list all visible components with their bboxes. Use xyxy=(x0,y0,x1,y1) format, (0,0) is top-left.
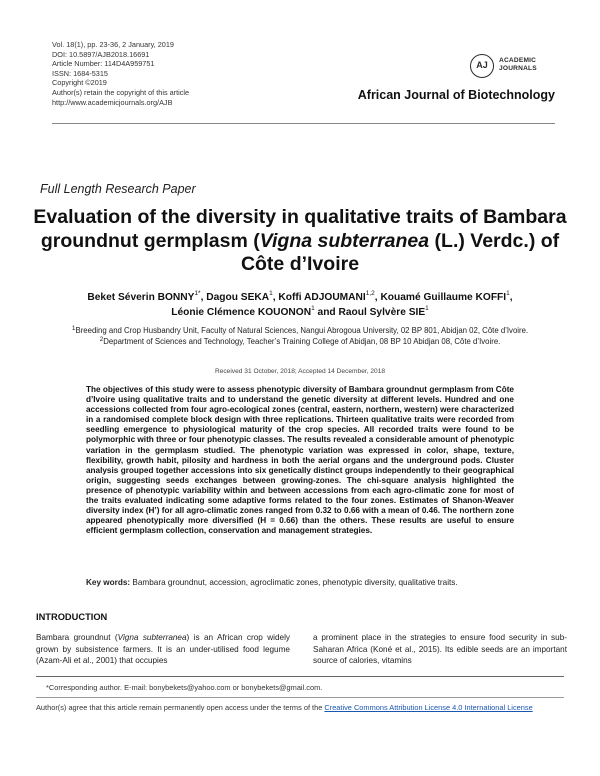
footnote-divider xyxy=(36,676,564,677)
academic-journals-logo xyxy=(470,54,550,82)
meta-copyright: Copyright ©2019 xyxy=(52,78,107,88)
author-separator: and xyxy=(314,306,339,318)
license-note xyxy=(36,703,566,713)
author-name: Kouamé Guillaume KOFFI xyxy=(380,292,507,303)
logo-line-2: JOURNALS xyxy=(499,65,537,72)
affiliation-text: Department of Sciences and Technology, Teacher’s Training College of Abidjan, 08 BP 10 Abidjan 08, Côte d’Ivoire. xyxy=(103,336,501,346)
meta-copyright-note: Author(s) retain the copyright of this article xyxy=(52,87,190,97)
author-affiliation-mark: 1,2 xyxy=(365,290,375,297)
affiliation-mark: 1 xyxy=(71,325,76,332)
col1-text-b: ) is an African crop widely grown by subsistence farmers. It is an under-utilised food legume (Azam-Ali et al., 2001) that occupies xyxy=(36,633,290,665)
meta-url[interactable]: http://www.academicjournals.org/AJB xyxy=(52,97,173,107)
col1-species: Vigna subterranea xyxy=(117,633,187,642)
title-text-2: (L.) Verdc.) of Côte d’Ivoire xyxy=(240,229,560,275)
license-text: Author(s) agree that this article remain permanently open access under the terms of the xyxy=(36,703,325,712)
logo-text xyxy=(499,57,537,73)
author-separator: , xyxy=(200,292,207,303)
license-divider xyxy=(36,697,564,698)
author-name: Beket Séverin BONNY xyxy=(87,292,195,303)
body-column-left xyxy=(36,632,290,667)
keywords-label: Key words: xyxy=(86,578,131,587)
author-separator: , xyxy=(509,292,513,303)
logo-line-1: ACADEMIC xyxy=(499,57,537,64)
affiliation-2 xyxy=(40,337,560,348)
keywords xyxy=(86,578,526,588)
author-name: Raoul Sylvère SIE xyxy=(338,306,426,318)
journal-name: African Journal of Biotechnology xyxy=(357,88,555,102)
aj-logo-icon: AJ xyxy=(470,54,494,78)
paper-type: Full Length Research Paper xyxy=(40,182,196,196)
author-list xyxy=(36,291,564,320)
body-column-right: a prominent place in the strategies to ensure food security in sub-Saharan Africa (Koné et al., 2015). Its edible seeds are an important source of calories, vitamins xyxy=(313,633,567,665)
received-dates: Received 31 October, 2018; Accepted 14 December, 2018 xyxy=(214,368,386,375)
title-species: Vigna subterranea xyxy=(259,229,430,252)
meta-issn: ISSN: 1684-5315 xyxy=(52,68,108,78)
author-affiliation-mark: 1 xyxy=(311,304,315,312)
introduction-heading: INTRODUCTION xyxy=(36,612,108,622)
meta-volume: Vol. 18(1), pp. 23-36, 2 January, 2019 xyxy=(52,40,174,49)
keywords-text: Bambara groundnut, accession, agroclimatic zones, phenotypic diversity, qualitative traits. xyxy=(132,578,458,587)
affiliations xyxy=(40,326,560,348)
meta-doi: DOI: 10.5897/AJB2018.16691 xyxy=(52,49,150,59)
header-divider xyxy=(52,123,555,124)
article-metadata xyxy=(52,40,189,107)
author-affiliation-mark: 1 xyxy=(425,304,429,312)
author-name: Léonie Clémence KOUONON xyxy=(171,306,312,318)
meta-article-number: Article Number: 114D4A959751 xyxy=(52,59,155,69)
affiliation-text: Breeding and Crop Husbandry Unit, Faculty of Natural Sciences, Nangui Abrogoua University, 02 BP 801, Abidjan 02, Côte d’Ivoire. xyxy=(75,326,529,335)
affiliation-mark: 2 xyxy=(99,335,104,343)
license-link[interactable]: Creative Commons Attribution License 4.0 International License xyxy=(324,703,533,712)
author-name: Dagou SEKA xyxy=(206,292,270,303)
author-affiliation-mark: 1* xyxy=(194,290,201,297)
paper-title xyxy=(30,206,570,277)
author-separator: , xyxy=(272,292,279,303)
affiliation-1 xyxy=(40,326,560,337)
col1-text-a: Bambara groundnut ( xyxy=(36,633,118,642)
abstract: The objectives of this study were to assess phenotypic diversity of Bambara groundnut germplasm from Côte d’Ivoire using qualitative traits and to understand the genetic diversity at different levels. Hundred and one accessions collected from four agro-ecological zones (central, eastern, northern, western) were characterized in a randomised complete block design with three replications. Thirteen qualitative traits were recorded from seedling emergence to physiological maturity of the crop species. All recorded traits were found to be polymorphic with three or four phenotypic classes. The results revealed a considerable amount of phenotypic variation in the germplasm studied. The phenotypic variation was expressed in color, shape, texture, flexibility, growth habit, pilosity and hardness in both the aerial organs and the underground pods. Cluster analysis grouped together accessions into six genetically distinct groups independently to their geographical origin, suggesting seeds exchanges between growing-zones. The chi-square analysis highlighted the presence of phenotypic variability within and between accessions from each agro-climatic zone for most of the traits evaluated indicating some adaptive forms related to the four zones. Estimates of Shanon-Weaver diversity index (H’) for all agro-climatic zones ranged from 0.32 to 0.66 with a mean of 0.46. The northern zone appeared phenotypically more diversified (H = 0.66) than the others. These results are useful to ensure efficient germplasm collection, conservation and management strategies. xyxy=(86,385,514,536)
author-name: Koffi ADJOUMANI xyxy=(278,292,366,303)
title-text-1: Evaluation of the diversity in qualitative traits of Bambara groundnut germplasm ( xyxy=(33,206,567,252)
corresponding-author: *Corresponding author. E-mail: bonybekets@yahoo.com or bonybekets@gmail.com. xyxy=(46,683,323,692)
author-separator: , xyxy=(374,292,381,303)
author-affiliation-mark: 1 xyxy=(269,290,273,297)
author-affiliation-mark: 1 xyxy=(506,290,510,297)
